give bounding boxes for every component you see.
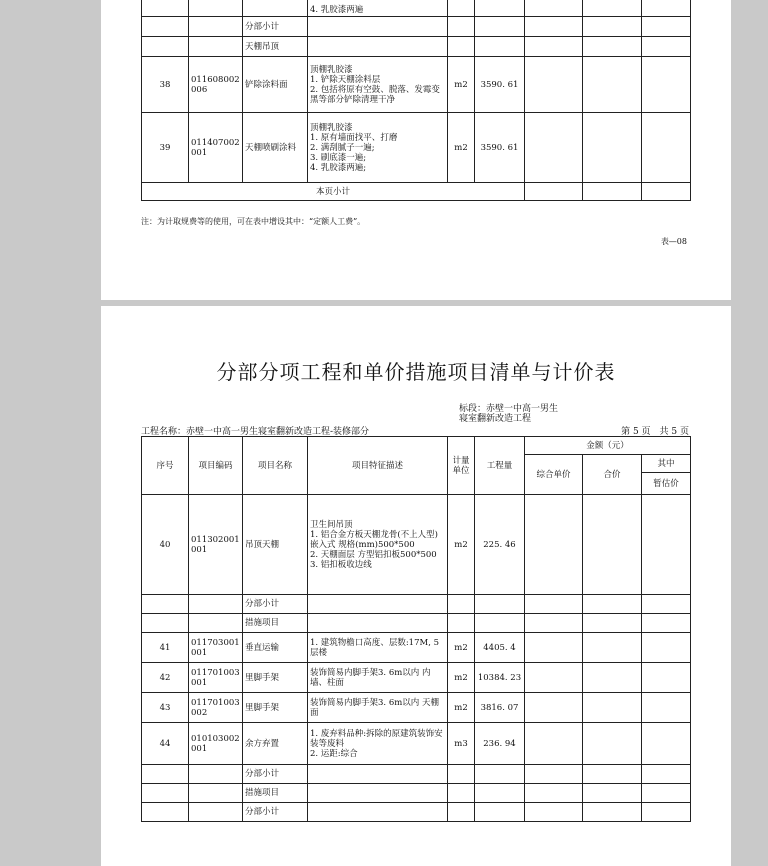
- table-row: 4. 乳胶漆两遍: [142, 0, 691, 17]
- table-row: 分部小计: [142, 595, 691, 614]
- header-qty: 工程量: [475, 437, 525, 495]
- pricing-table: [141, 436, 691, 822]
- table-row: 42 011701003001 里脚手架 装饰简易内脚手架3. 6m以内 内墙、柱面 m2 10384. 23: [142, 663, 691, 693]
- page-number: 第 5 页 共 5 页: [621, 427, 689, 437]
- project-name: 工程名称：赤壁一中高一男生寝室翻新改造工程-装修部分: [141, 427, 370, 437]
- table-row: 分部小计: [142, 765, 691, 784]
- table-row: 分部小计: [142, 803, 691, 822]
- table-row: 措施项目: [142, 784, 691, 803]
- header-row: [142, 437, 691, 455]
- table-row: 43 011701003002 里脚手架 装饰简易内脚手架3. 6m以内 天棚面 m2 3816. 07: [142, 693, 691, 723]
- table-row: 41 011703001001 垂直运输 1. 建筑物檐口高度、层数:17M, 5层楼 m2 4405. 4: [142, 633, 691, 663]
- previous-page: [101, 0, 731, 300]
- header-no: 序号: [142, 437, 189, 495]
- header-unit: 计量单位: [448, 437, 475, 495]
- table-row: 44 010103002001 余方弃置 1. 废弃料品种:拆除的原建筑装饰安装等废料 2. 运距:综合 m3 236. 94: [142, 723, 691, 765]
- table-row: 38 011608002006 铲除涂料面 顶棚乳胶漆 1. 铲除天棚涂料层 2. 包括将原有空鼓、脱落、发霉变黑等部分铲除清理干净 m2 3590. 61: [142, 57, 691, 113]
- table-row: 措施项目: [142, 614, 691, 633]
- header-code: 项目编码: [189, 437, 243, 495]
- header-name: 项目名称: [243, 437, 308, 495]
- header-of-which: 其中: [642, 455, 691, 473]
- previous-page-table: [141, 0, 691, 201]
- header-provisional: 暂估价: [642, 473, 691, 495]
- table-row: 天棚吊顶: [142, 37, 691, 57]
- form-code: 表—08: [660, 237, 687, 246]
- current-page: [101, 306, 731, 866]
- table-row: 39 011407002001 天棚喷刷涂料 顶棚乳胶漆 1. 原有墙面找平、打磨 2. 满刮腻子一遍; 3. 刷底漆一遍; 4. 乳胶漆两遍; m2 3590. 61: [142, 113, 691, 183]
- table-note: 注：为计取规费等的使用，可在表中增设其中：“定额人工费”。: [141, 217, 366, 226]
- header-desc: 项目特征描述: [308, 437, 448, 495]
- header-unit-price: 综合单价: [525, 455, 583, 495]
- header-total: 合价: [583, 455, 642, 495]
- page-title: 分部分项工程和单价措施项目清单与计价表: [216, 360, 616, 384]
- table-row: 分部小计: [142, 17, 691, 37]
- section-label: 标段：赤壁一中高一男生寝室翻新改造工程: [459, 404, 559, 424]
- header-amount: 金额（元）: [525, 437, 691, 455]
- page-subtotal-row: 本页小计: [142, 183, 691, 201]
- table-row: 40 011302001001 吊顶天棚 卫生间吊顶 1. 铝合金方板天棚龙骨(不上人型) 嵌入式 规格(mm)500*500 2. 天棚面层 方型铝扣板500*500 3. 铝扣板收边线 m2 225. 46: [142, 495, 691, 595]
